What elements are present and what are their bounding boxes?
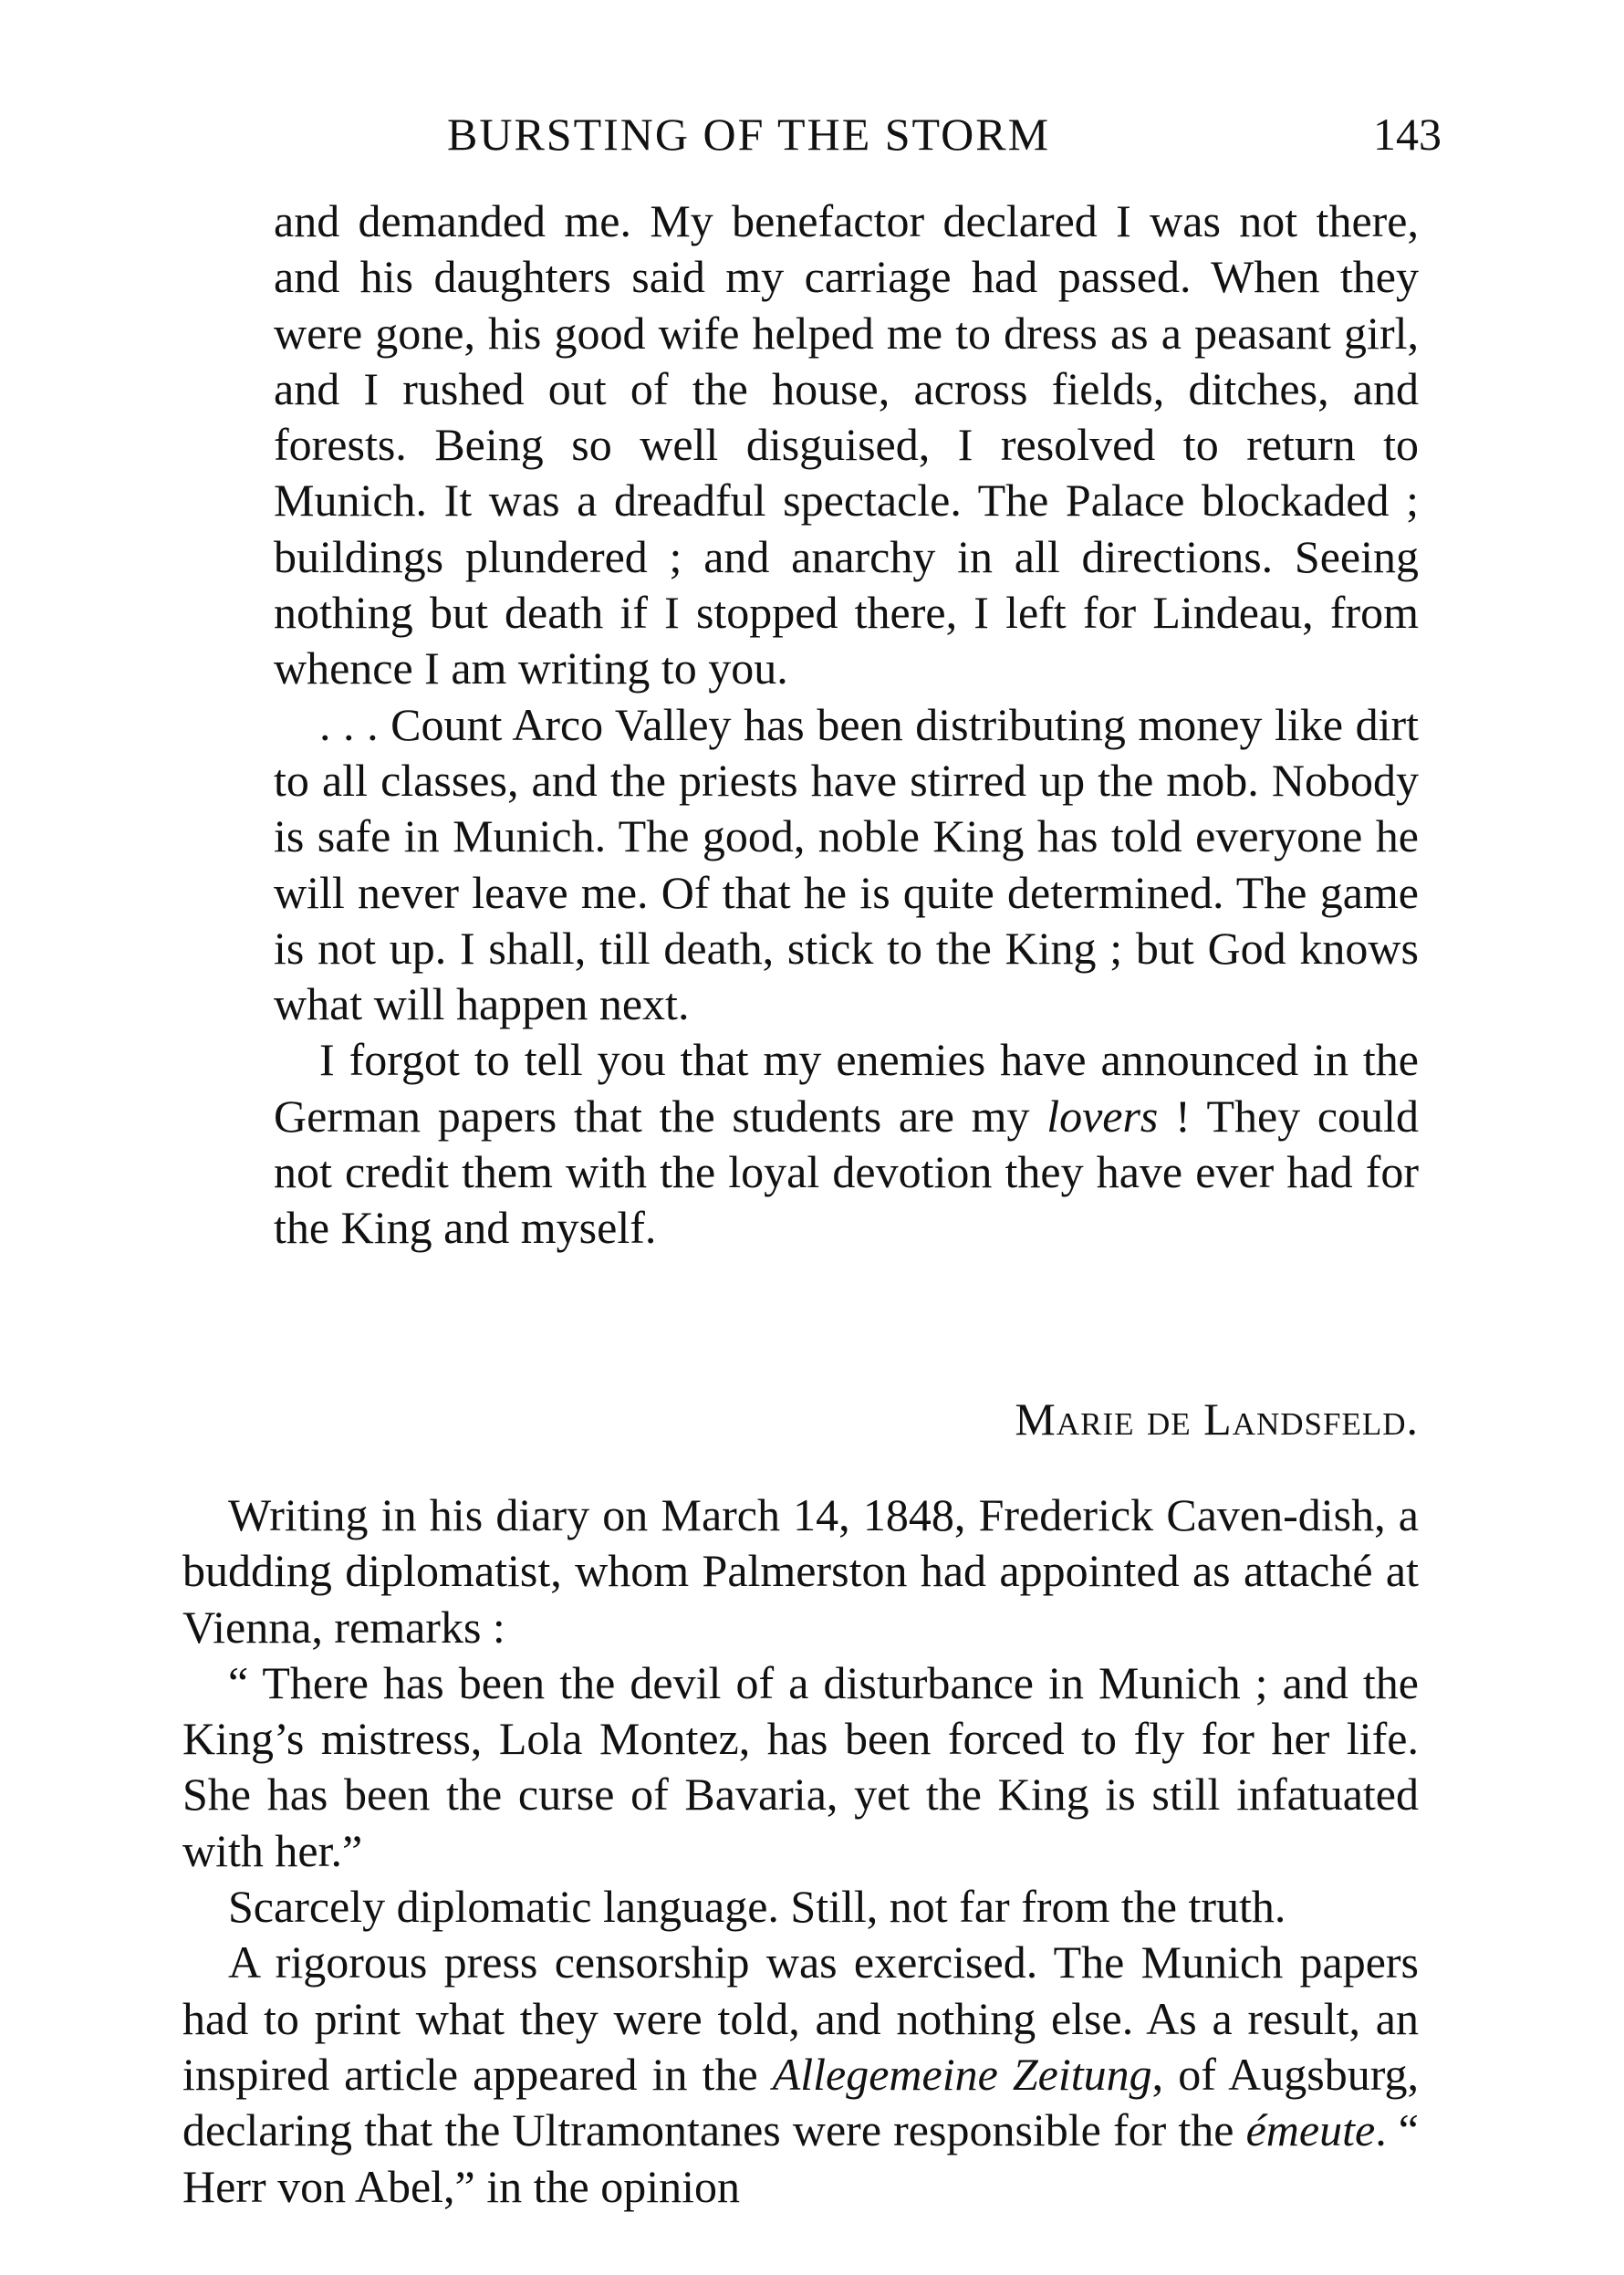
- narrative-paragraph: Writing in his diary on March 14, 1848, Frederick Caven-dish, a budding diplomatist, whom Palmerston had appointed as attaché at Vienna, remarks :: [182, 1489, 1419, 1653]
- italic-word-lovers: lovers: [1046, 1090, 1159, 1142]
- narrative-text: A rigorous press censorship was exercised. The Munich papers had to print what they were told, and nothing else. As a result, an inspired article appeared in the: [182, 1936, 1419, 2100]
- letter-text: ! They could not credit them with the loyal devotion they have ever had for the King and myself.: [274, 1090, 1419, 1254]
- letter-paragraph: . . . Count Arco Valley has been distributing money like dirt to all classes, and the priests have stirred up the mob. Nobody is safe in Munich. The good, noble King has told everyone he will never leave me. Of that he is quite determined. The game is not up. I shall, till death, stick to the King ; but God knows what will happen next.: [274, 698, 1419, 1030]
- narrative-text: [182, 1487, 1419, 2215]
- narrative-text: . “ Herr von Abel,” in the opinion: [182, 2104, 1419, 2212]
- narrative-quote: “ There has been the devil of a disturbance in Munich ; and the King’s mistress, Lola Montez, has been forced to fly for her life. She has been the curse of Bavaria, yet the King is still infatuated with her.”: [182, 1656, 1419, 1876]
- letter-signature: Marie de Landsfeld.: [1015, 1393, 1419, 1445]
- italic-newspaper-title: Allegemeine Zeitung: [772, 2048, 1152, 2100]
- running-head: [182, 108, 1442, 172]
- narrative-paragraph: [182, 1935, 1419, 2214]
- italic-word-emeute: émeute: [1245, 2104, 1376, 2156]
- running-title: BURSTING OF THE STORM: [447, 109, 1051, 160]
- narrative-paragraph: Scarcely diplomatic language. Still, not far from the truth.: [228, 1881, 1286, 1933]
- page-number: 143: [1373, 109, 1442, 160]
- narrative-text: , of Augsburg, declaring that the Ultramontanes were responsible for the: [182, 2048, 1419, 2156]
- letter-paragraph: and demanded me. My benefactor declared I was not there, and his daughters said my carriage had passed. When they were gone, his good wife helped me to dress as a peasant girl, and I rushed out of the house, across fields, ditches, and forests. Being so well disguised, I resolved to return to Munich. It was a dreadful spectacle. The Palace blockaded ; buildings plundered ; and anarchy in all directions. Seeing nothing but death if I stopped there, I left for Lindeau, from whence I am writing to you.: [274, 195, 1419, 694]
- letter-text: I forgot to tell you that my enemies have announced in the German papers that the students are my: [274, 1034, 1419, 1142]
- letter-paragraph: [274, 1032, 1419, 1256]
- quoted-letter: [274, 193, 1419, 1257]
